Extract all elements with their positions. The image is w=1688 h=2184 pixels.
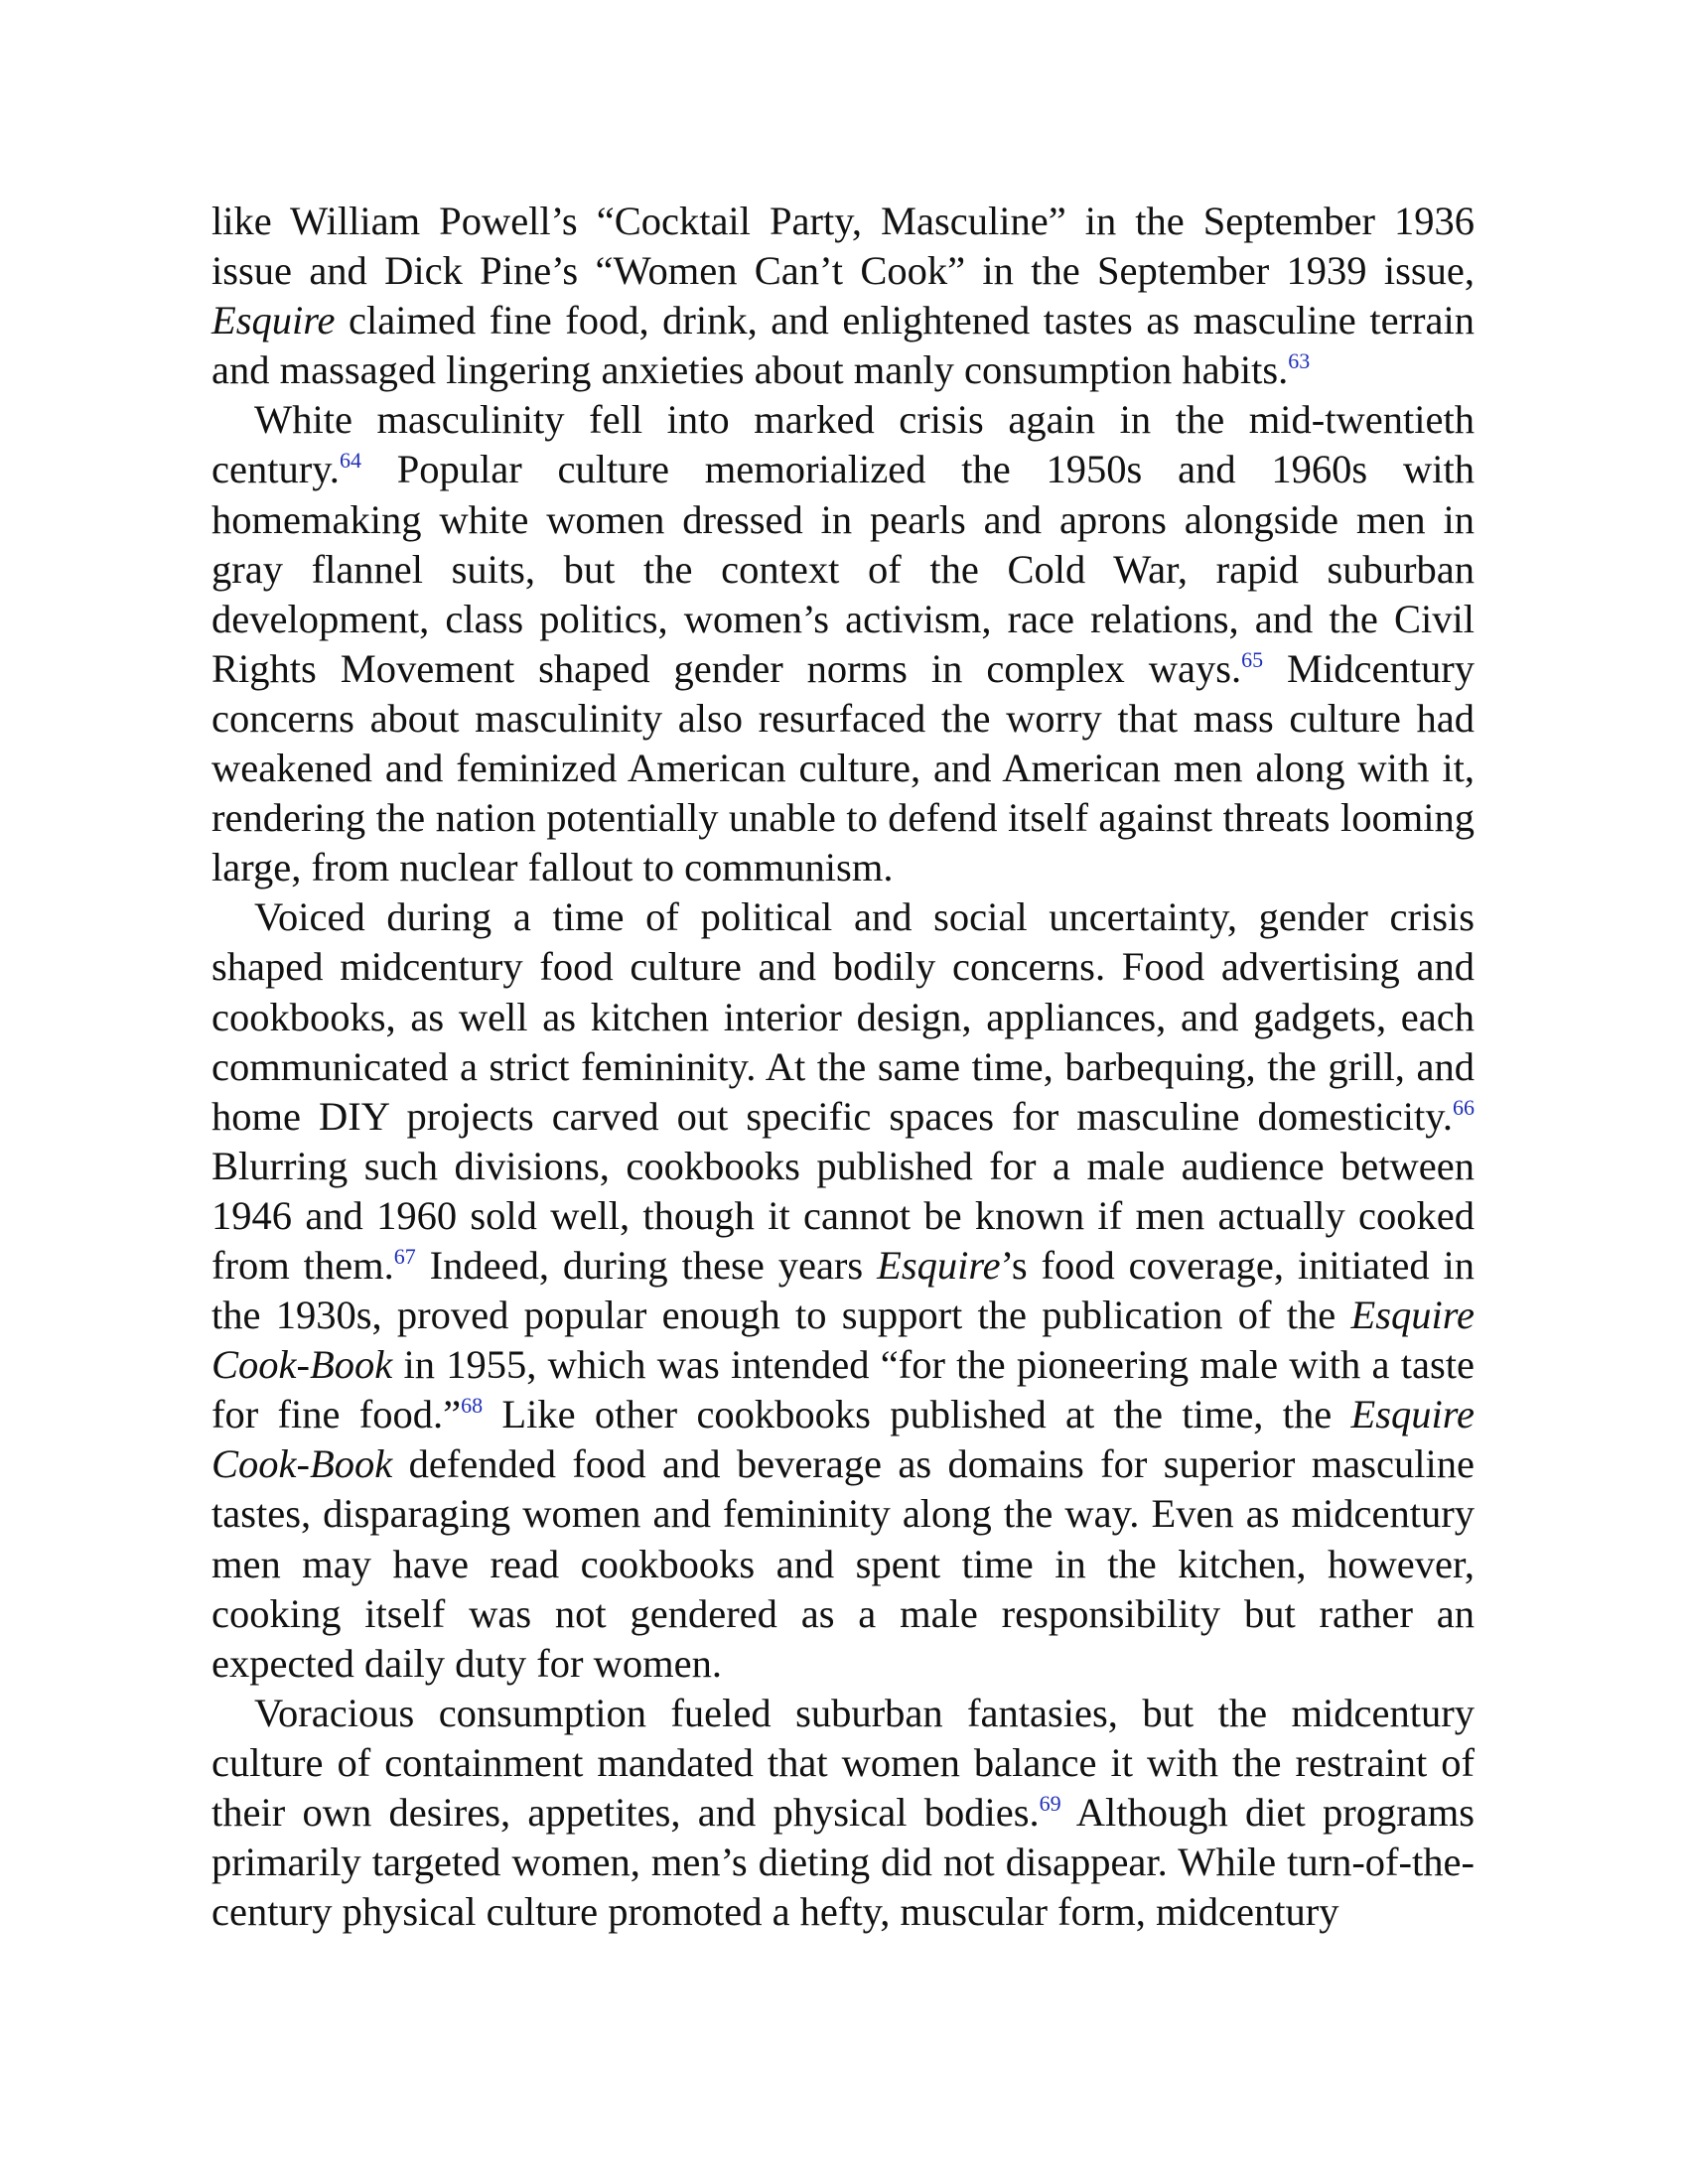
italic-title: Esquire [877,1242,1001,1288]
footnote-ref[interactable]: 66 [1453,1094,1475,1120]
text-run: Like other cookbooks published at the time, the [483,1392,1351,1437]
text-run: Midcentury concerns about masculinity also resurfaced the worry that mass culture had weakened and feminized American culture, and American men along with it, rendering the nation potentially unable to defend itself against threats looming large, from nuclear fallout to communism. [211,645,1475,890]
text-run: defended food and beverage as domains for superior masculine tastes, disparaging women and femininity along the way. Even as midcentury men may have read cookbooks and spent time in the kitchen, however, cooking itself was not gendered as a male responsibility but rather an expected daily duty for women. [211,1441,1475,1686]
text-run: White masculinity fell into marked crisis again in the mid-twentieth century. [211,397,1475,492]
text-run: like William Powell’s “Cocktail Party, Masculine” in the September 1936 issue and Dick Pine’s “Women Can’t Cook” in the September 1939 issue, [211,199,1475,294]
text-run: Voiced during a time of political and social uncertainty, gender crisis shaped midcentury food culture and bodily concerns. Food advertising and cookbooks, as well as kitchen interior design, appliances, and gadgets, each communicated a strict femininity. At the same time, barbequing, the grill, and home DIY projects carved out specific spaces for masculine domesticity. [211,894,1475,1139]
italic-title: Esquire Cook-Book [211,1392,1475,1487]
text-run: Although diet programs primarily targeted women, men’s dieting did not disappear. While turn-of-the-century physical culture promoted a hefty, muscular form, midcentury [211,1790,1475,1935]
text-run: Blurring such divisions, cookbooks published for a male audience between 1946 and 1960 sold well, though it cannot be known if men actually cooked from them. [211,1143,1475,1288]
paragraph-1 [211,197,1475,395]
footnote-ref[interactable]: 64 [339,448,361,474]
footnote-ref[interactable]: 67 [393,1243,416,1269]
footnote-ref[interactable]: 69 [1039,1791,1061,1816]
italic-title: Esquire [211,298,336,343]
footnote-ref[interactable]: 65 [1241,646,1264,672]
text-run: in 1955, which was intended “for the pioneering male with a taste for fine food.” [211,1342,1475,1437]
footnote-ref[interactable]: 68 [461,1393,484,1419]
italic-title: Esquire Cook-Book [211,1293,1475,1388]
text-run: Popular culture memorialized the 1950s and 1960s with homemaking white women dressed in pearls and aprons alongside men in gray flannel suits, but the context of the Cold War, rapid suburban development, class politics, women’s activism, race relations, and the Civil Rights Movement shaped gender norms in complex ways. [211,447,1475,691]
paragraph-4 [211,1689,1475,1937]
text-run: Voracious consumption fueled suburban fantasies, but the midcentury culture of containment mandated that women balance it with the restraint of their own desires, appetites, and physical bodies. [211,1690,1475,1835]
paragraph-2 [211,395,1475,892]
paragraph-3 [211,892,1475,1689]
page-body [211,197,1475,1937]
text-run: ’s food coverage, initiated in the 1930s, proved popular enough to support the publication of the [211,1242,1476,1338]
text-run: claimed fine food, drink, and enlightened tastes as masculine terrain and massaged lingering anxieties about manly consumption habits. [211,298,1475,393]
text-run: Indeed, during these years [415,1242,878,1288]
footnote-ref[interactable]: 63 [1288,348,1311,374]
